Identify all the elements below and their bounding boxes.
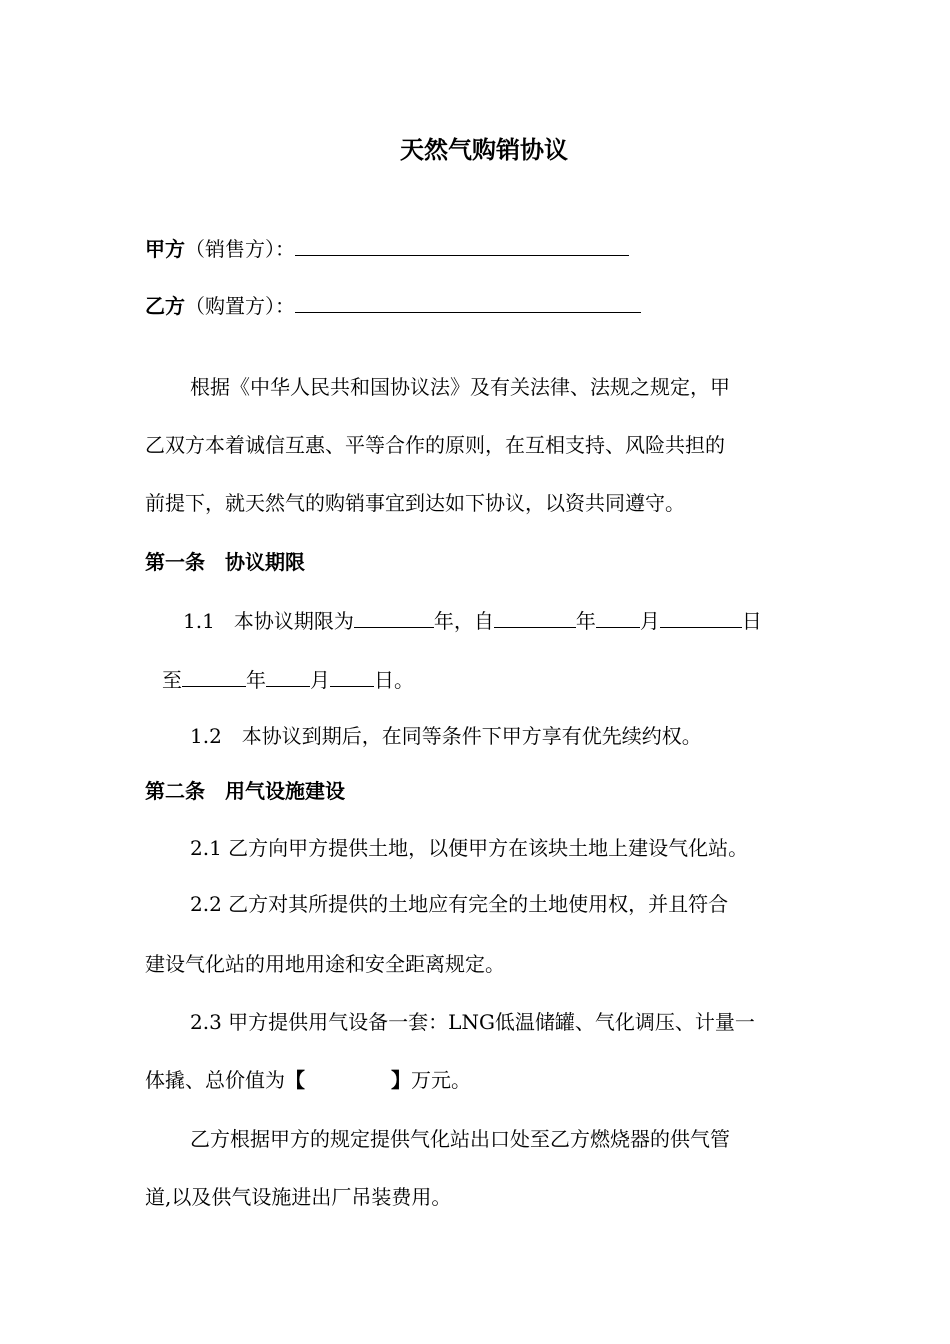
party-a-line xyxy=(145,233,629,263)
party-a-label: 甲方 xyxy=(145,237,185,261)
blank-start-year xyxy=(494,605,576,628)
blank-end-year xyxy=(182,664,246,687)
text-year-from: 年，自 xyxy=(433,609,494,633)
blank-term-years xyxy=(354,605,434,628)
clause-1-1-line-1 xyxy=(183,605,762,635)
clause-2-3-line-2 xyxy=(145,1066,471,1094)
party-b-blank xyxy=(295,290,641,313)
text-month: 月 xyxy=(639,609,660,633)
party-a-blank xyxy=(295,233,629,256)
bracket-open: 【 xyxy=(285,1068,305,1092)
party-b-label: 乙方 xyxy=(145,294,185,318)
clause-text-unit: 万元。 xyxy=(411,1068,471,1092)
clause-2-1: 2.1 乙方向甲方提供土地，以便甲方在该块土地上建设气化站。 xyxy=(190,836,749,860)
text-year: 年 xyxy=(575,609,596,633)
clause-1-1-line-2 xyxy=(162,664,414,694)
blank-end-day xyxy=(330,664,374,687)
intro-line-3: 前提下，就天然气的购销事宜到达如下协议，以资共同遵守。 xyxy=(145,491,685,515)
intro-line-2: 乙双方本着诚信互惠、平等合作的原则，在互相支持、风险共担的 xyxy=(145,433,725,457)
text-month-end: 月 xyxy=(310,668,330,692)
party-b-line xyxy=(145,290,641,320)
party-b-role: （购置方）： xyxy=(185,294,295,318)
paragraph-line-1: 乙方根据甲方的规定提供气化站出口处至乙方燃烧器的供气管 xyxy=(190,1127,730,1151)
blank-end-month xyxy=(266,664,310,687)
clause-2-2-line-2: 建设气化站的用地用途和安全距离规定。 xyxy=(145,952,505,976)
bracket-close: 】 xyxy=(391,1068,411,1092)
article-1-heading: 第一条 协议期限 xyxy=(145,550,305,574)
clause-text: 本协议期限为 xyxy=(233,609,354,633)
blank-start-day xyxy=(660,605,742,628)
clause-1-2: 1.2 本协议到期后，在同等条件下甲方享有优先续约权。 xyxy=(190,724,702,748)
clause-number: 1.1 xyxy=(183,609,215,633)
paragraph-line-2: 道,以及供气设施进出厂吊装费用。 xyxy=(145,1185,452,1209)
clause-2-3-line-1: 2.3 甲方提供用气设备一套：LNG低温储罐、气化调压、计量一 xyxy=(190,1010,755,1034)
document-title: 天然气购销协议 xyxy=(400,136,568,164)
text-day-end: 日。 xyxy=(374,668,414,692)
article-2-heading: 第二条 用气设施建设 xyxy=(145,779,345,803)
clause-text: 体撬、总价值为 xyxy=(145,1068,285,1092)
text-to: 至 xyxy=(162,668,182,692)
clause-2-2-line-1: 2.2 乙方对其所提供的土地应有完全的土地使用权，并且符合 xyxy=(190,892,729,916)
text-year-end: 年 xyxy=(246,668,266,692)
intro-line-1: 根据《中华人民共和国协议法》及有关法律、法规之规定，甲 xyxy=(190,375,730,399)
text-day: 日 xyxy=(741,609,762,633)
blank-start-month xyxy=(596,605,640,628)
party-a-role: （销售方）： xyxy=(185,237,295,261)
